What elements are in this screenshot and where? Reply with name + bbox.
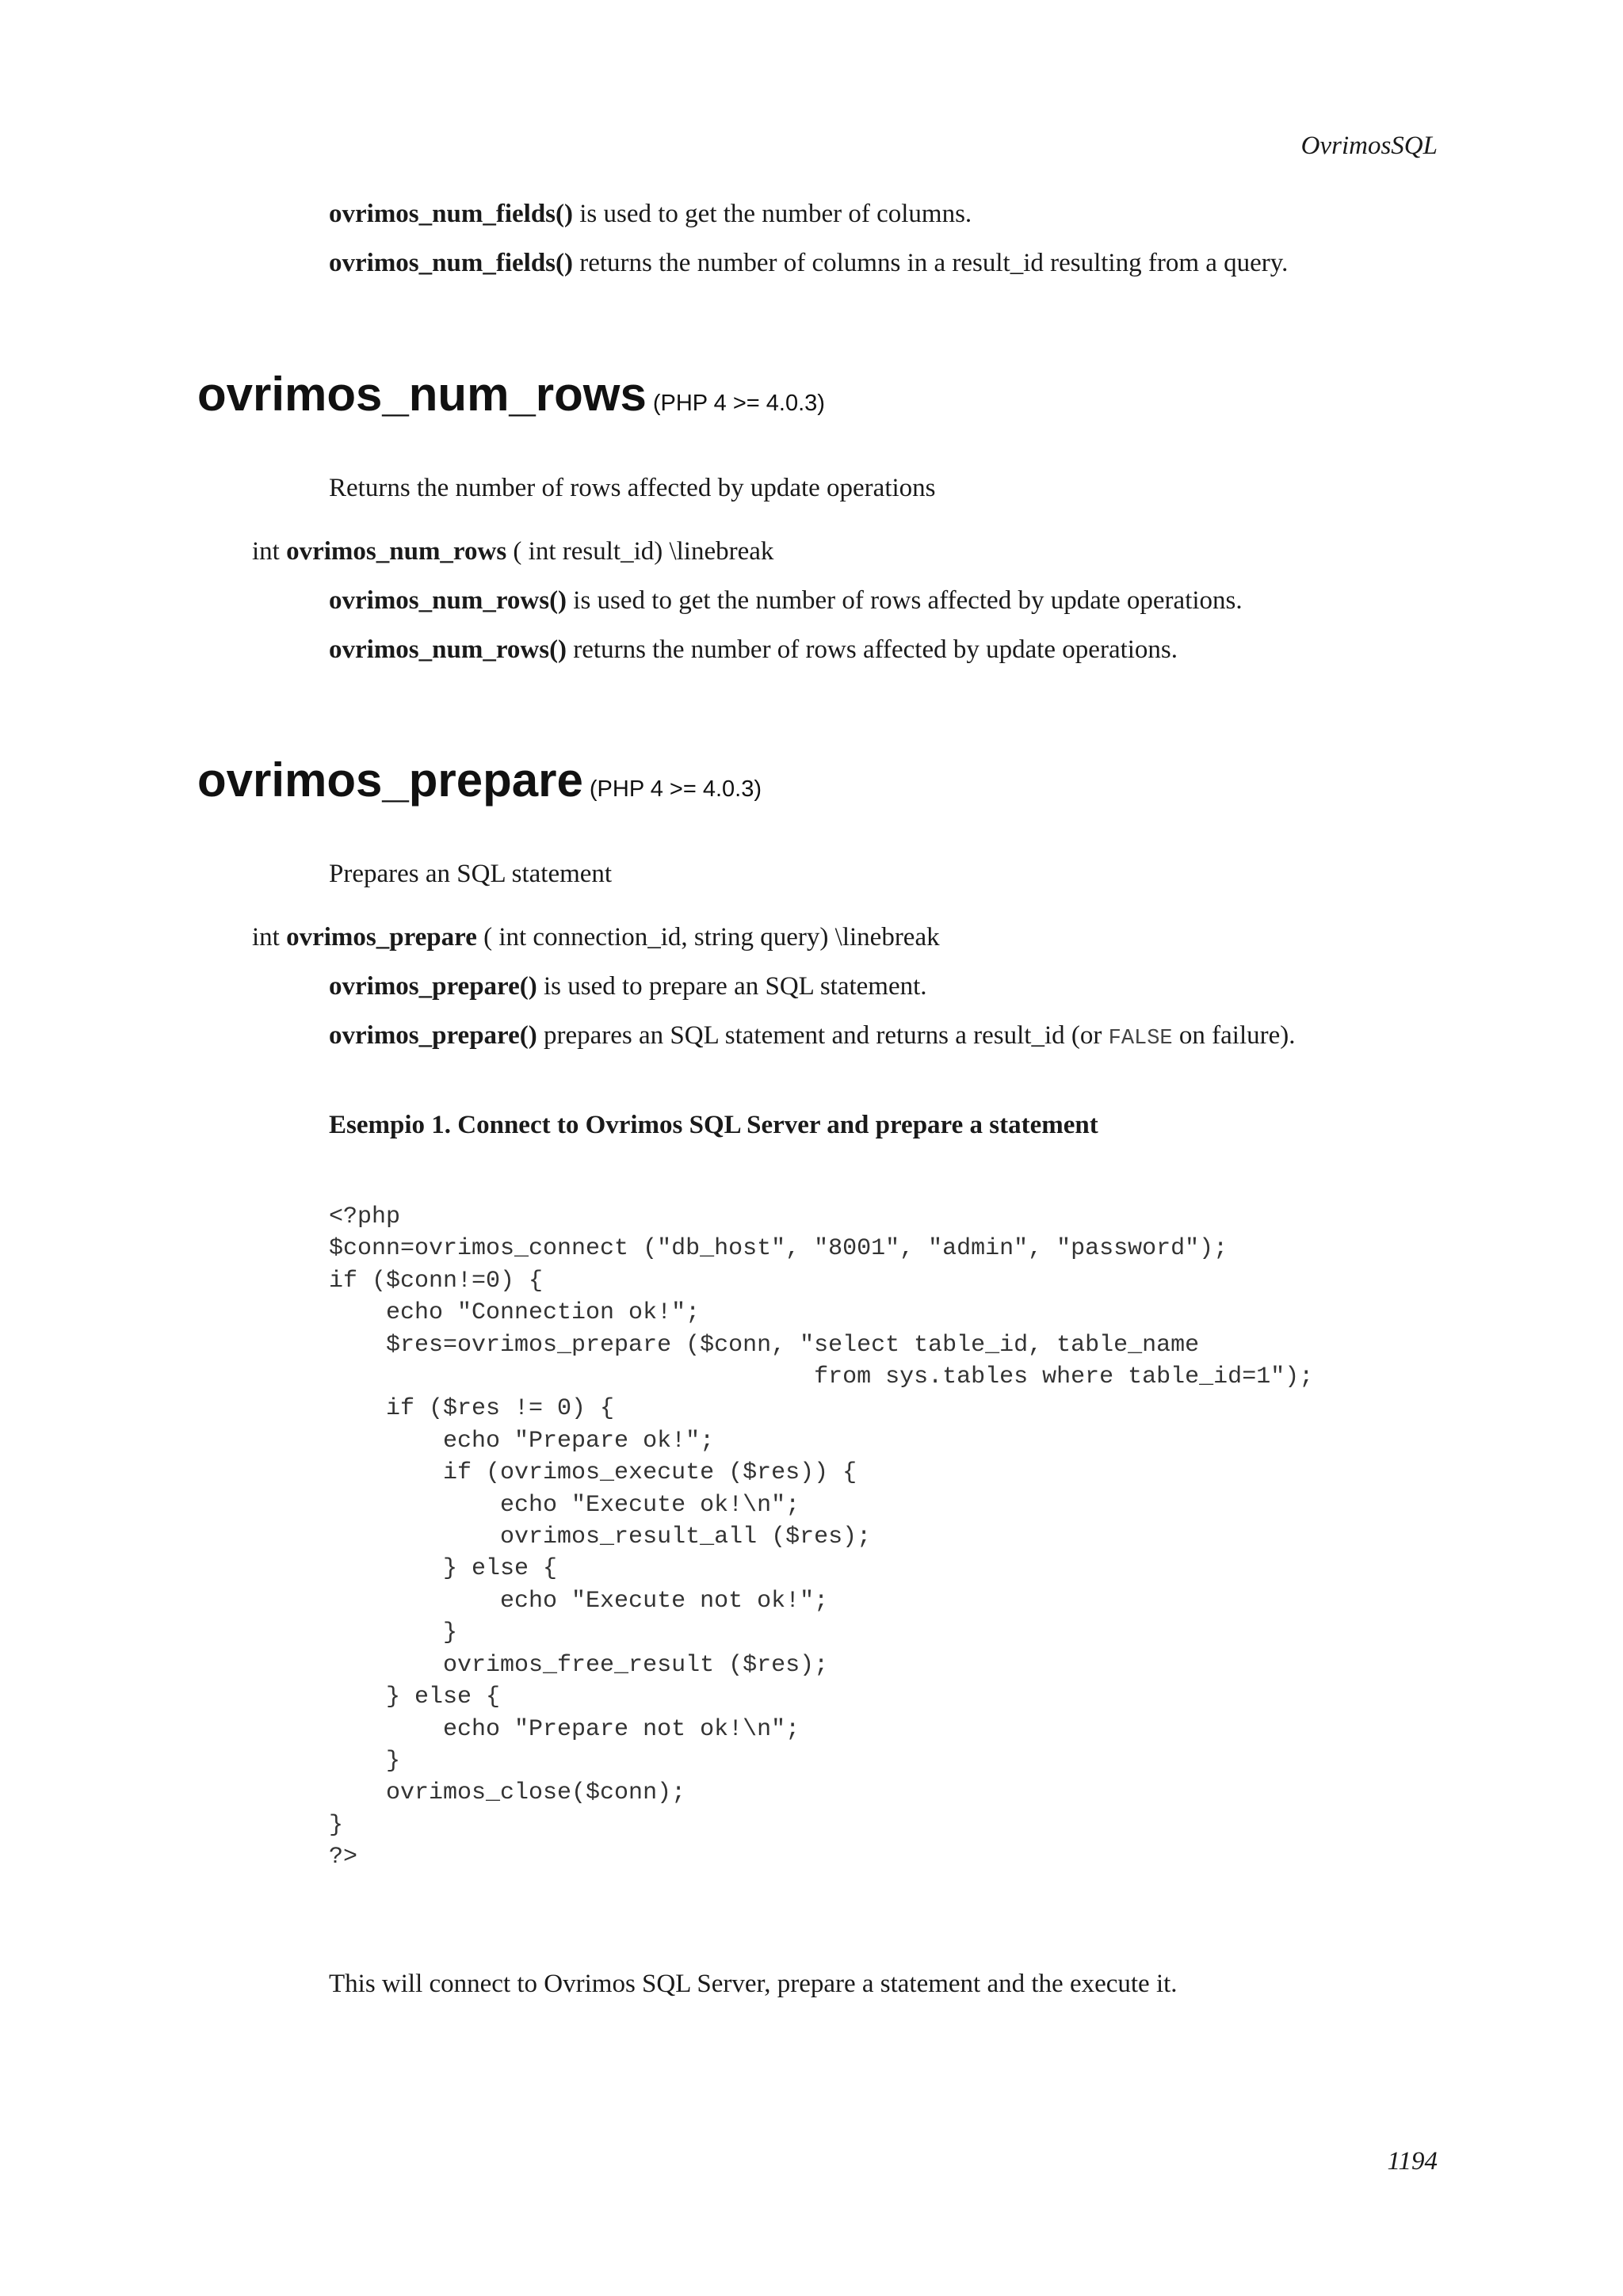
- function-name: ovrimos_prepare(): [329, 1021, 537, 1050]
- inline-code: FALSE: [1108, 1027, 1173, 1051]
- description-paragraph-2: [329, 1020, 1296, 1055]
- paragraph-text: on failure).: [1172, 1021, 1296, 1050]
- function-synopsis: [252, 921, 940, 953]
- section-purpose: Prepares an SQL statement: [329, 860, 613, 888]
- function-name: ovrimos_prepare(): [329, 972, 537, 1001]
- return-type: int: [252, 923, 287, 952]
- function-name: ovrimos_num_rows: [286, 537, 507, 566]
- php-version: (PHP 4 >= 4.0.3): [652, 391, 825, 416]
- php-version: (PHP 4 >= 4.0.3): [589, 776, 762, 802]
- example-code-block: <?php $conn=ovrimos_connect ("db_host", "8001", "admin", "password"); if ($conn!=0) { echo "Connection ok!"; $res=ovrimos_prepare ($conn, "select table_id, table_name from sys.tables where table_id=1"); if ($res != 0) { echo "Prepare ok!"; if (ovrimos_execute ($res)) { echo "Execute ok!\n"; ovrimos_result_all ($res); } else { echo "Execute not ok!"; } ovrimos_free_result ($res); } else { echo "Prepare not ok!\n"; } ovrimos_close($conn); } ?>: [329, 1203, 1314, 1871]
- description-paragraph-1: [329, 971, 927, 1002]
- paragraph-text: prepares an SQL statement and returns a result_id (or: [537, 1021, 1109, 1050]
- intro-paragraph-2: [329, 247, 1288, 279]
- paragraph-text: is used to prepare an SQL statement.: [537, 972, 927, 1001]
- description-paragraph-1: [329, 585, 1243, 616]
- paragraph-text: returns the number of columns in a result_id resulting from a query.: [573, 249, 1289, 277]
- return-type: int: [252, 537, 287, 566]
- function-args: ( int connection_id, string query) \linebreak: [476, 923, 940, 952]
- section-heading-num-rows: [197, 367, 825, 431]
- intro-paragraph-1: [329, 198, 972, 230]
- description-paragraph-2: [329, 634, 1178, 666]
- function-name: ovrimos_num_rows(): [329, 586, 567, 615]
- running-header: OvrimosSQL: [1300, 132, 1438, 160]
- example-title: Esempio 1. Connect to Ovrimos SQL Server and prepare a statement: [329, 1111, 1098, 1139]
- paragraph-text: is used to get the number of columns.: [573, 200, 972, 228]
- section-purpose: Returns the number of rows affected by update operations: [329, 474, 936, 502]
- page-number: 1194: [1387, 2147, 1438, 2176]
- function-args: ( int result_id) \linebreak: [506, 537, 774, 566]
- paragraph-text: returns the number of rows affected by update operations.: [567, 635, 1178, 664]
- function-name: ovrimos_num_rows(): [329, 635, 567, 664]
- section-heading-prepare: [197, 753, 762, 817]
- function-synopsis: [252, 536, 773, 567]
- section-title: ovrimos_prepare: [197, 753, 583, 807]
- function-name: ovrimos_num_fields(): [329, 200, 573, 228]
- function-name: ovrimos_num_fields(): [329, 249, 573, 277]
- section-title: ovrimos_num_rows: [197, 368, 647, 421]
- function-name: ovrimos_prepare: [286, 923, 477, 952]
- paragraph-text: is used to get the number of rows affected by update operations.: [567, 586, 1243, 615]
- closing-paragraph: This will connect to Ovrimos SQL Server, prepare a statement and the execute it.: [329, 1970, 1178, 1998]
